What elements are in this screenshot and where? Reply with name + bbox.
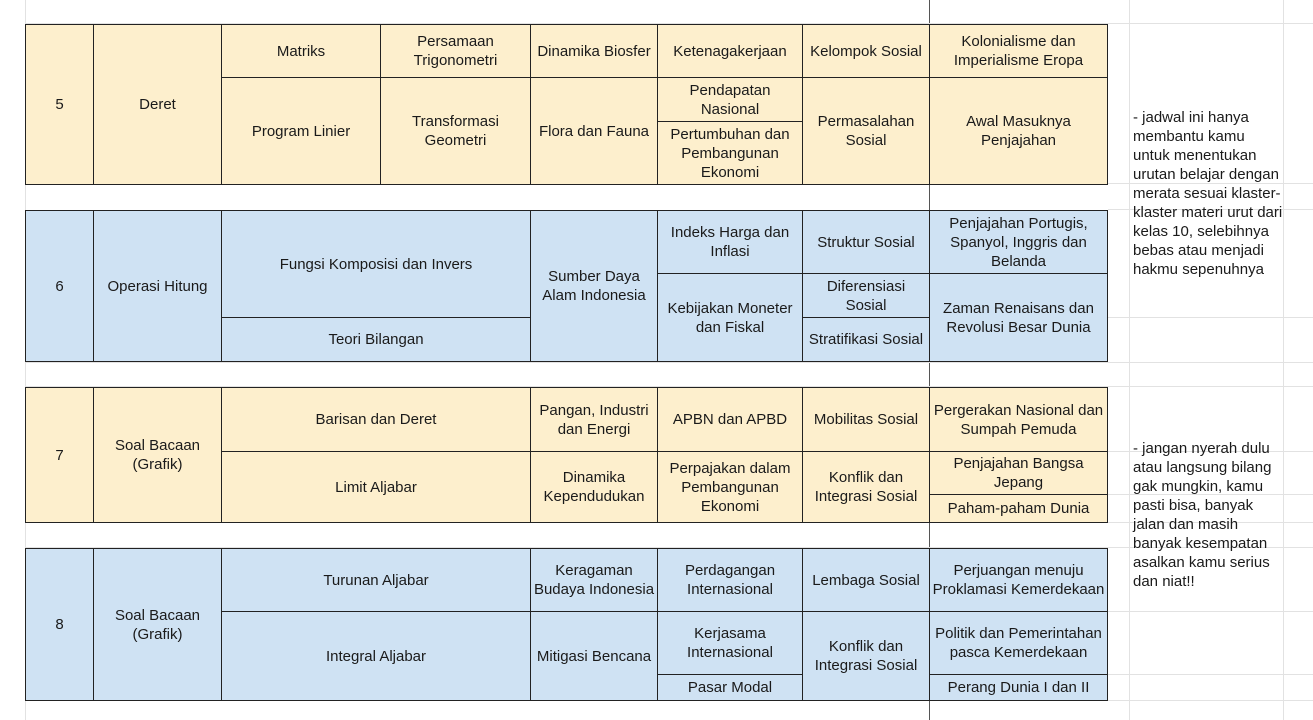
geo-cell[interactable]: Keragaman Budaya Indonesia [530,548,658,612]
math-cell[interactable]: Limit Aljabar [221,451,531,523]
eko-cell[interactable]: APBN dan APBD [657,387,803,452]
block-number[interactable]: 6 [25,210,94,362]
math-cell[interactable]: Turunan Aljabar [221,548,531,612]
geo-cell[interactable]: Sumber Daya Alam Indonesia [530,210,658,362]
geo-cell[interactable]: Pangan, Industri dan Energi [530,387,658,452]
eko-cell[interactable]: Kebijakan Moneter dan Fiskal [657,273,803,362]
sej-cell[interactable]: Awal Masuknya Penjajahan [929,77,1108,185]
math-cell[interactable]: Fungsi Komposisi dan Invers [221,210,531,318]
sos-cell[interactable]: Struktur Sosial [802,210,930,274]
side-note[interactable]: - jadwal ini hanya membantu kamu untuk menentukan urutan belajar dengan merata sesuai klaster-klaster materi urut dari kelas 10, selebihnya bebas atau menjadi hakmu sepenuhnya [1133,109,1283,278]
eko-cell[interactable]: Ketenagakerjaan [657,24,803,78]
block-topic[interactable]: Soal Bacaan (Grafik) [93,548,222,701]
geo-cell[interactable]: Mitigasi Bencana [530,611,658,701]
sej-cell[interactable]: Politik dan Pemerintahan pasca Kemerdekaan [929,611,1108,675]
sos-cell[interactable]: Kelompok Sosial [802,24,930,78]
block-number[interactable]: 8 [25,548,94,701]
block-number[interactable]: 5 [25,24,94,185]
math-cell[interactable]: Integral Aljabar [221,611,531,701]
eko-cell[interactable]: Pendapatan Nasional [657,77,803,122]
math-cell[interactable]: Program Linier [221,77,381,185]
sos-cell[interactable]: Konflik dan Integrasi Sosial [802,611,930,701]
eko-cell[interactable]: Indeks Harga dan Inflasi [657,210,803,274]
eko-cell[interactable]: Pertumbuhan dan Pembangunan Ekonomi [657,121,803,185]
side-note[interactable]: - jangan nyerah dulu atau langsung bilang gak mungkin, kamu pasti bisa, banyak jalan dan masih banyak kesempatan asalkan kamu serius dan niat!! [1133,440,1272,590]
gridline [1108,611,1313,612]
sos-cell[interactable]: Mobilitas Sosial [802,387,930,452]
sej-cell[interactable]: Pergerakan Nasional dan Sumpah Pemuda [929,387,1108,452]
sos-cell[interactable]: Permasalahan Sosial [802,77,930,185]
geo-cell[interactable]: Flora dan Fauna [530,77,658,185]
math-cell[interactable]: Barisan dan Deret [221,387,531,452]
gridline [1129,0,1130,720]
eko-cell[interactable]: Pasar Modal [657,674,803,701]
block-topic[interactable]: Operasi Hitung [93,210,222,362]
geo-cell[interactable]: Dinamika Kependudukan [530,451,658,523]
block-topic[interactable]: Deret [93,24,222,185]
gridline [1108,700,1313,701]
eko-cell[interactable]: Kerjasama Internasional [657,611,803,675]
block-number[interactable]: 7 [25,387,94,523]
math-cell[interactable]: Teori Bilangan [221,317,531,362]
geo-cell[interactable]: Dinamika Biosfer [530,24,658,78]
sej-cell[interactable]: Penjajahan Portugis, Spanyol, Inggris dan Belanda [929,210,1108,274]
sej-cell[interactable]: Zaman Renaisans dan Revolusi Besar Dunia [929,273,1108,362]
math-cell[interactable]: Matriks [221,24,381,78]
sos-cell[interactable]: Konflik dan Integrasi Sosial [802,451,930,523]
gridline [1283,0,1284,720]
sej-cell[interactable]: Perang Dunia I dan II [929,674,1108,701]
sej-cell[interactable]: Paham-paham Dunia [929,494,1108,523]
sos-cell[interactable]: Lembaga Sosial [802,548,930,612]
sos-cell[interactable]: Stratifikasi Sosial [802,317,930,362]
sos-cell[interactable]: Diferensiasi Sosial [802,273,930,318]
math-cell[interactable]: Persamaan Trigonometri [380,24,531,78]
sej-cell[interactable]: Perjuangan menuju Proklamasi Kemerdekaan [929,548,1108,612]
math-cell[interactable]: Transformasi Geometri [380,77,531,185]
sej-cell[interactable]: Kolonialisme dan Imperialisme Eropa [929,24,1108,78]
eko-cell[interactable]: Perpajakan dalam Pembangunan Ekonomi [657,451,803,523]
eko-cell[interactable]: Perdagangan Internasional [657,548,803,612]
gridline [1108,674,1313,675]
sej-cell[interactable]: Penjajahan Bangsa Jepang [929,451,1108,495]
block-topic[interactable]: Soal Bacaan (Grafik) [93,387,222,523]
gridline [25,362,1313,363]
gridline [1108,317,1313,318]
